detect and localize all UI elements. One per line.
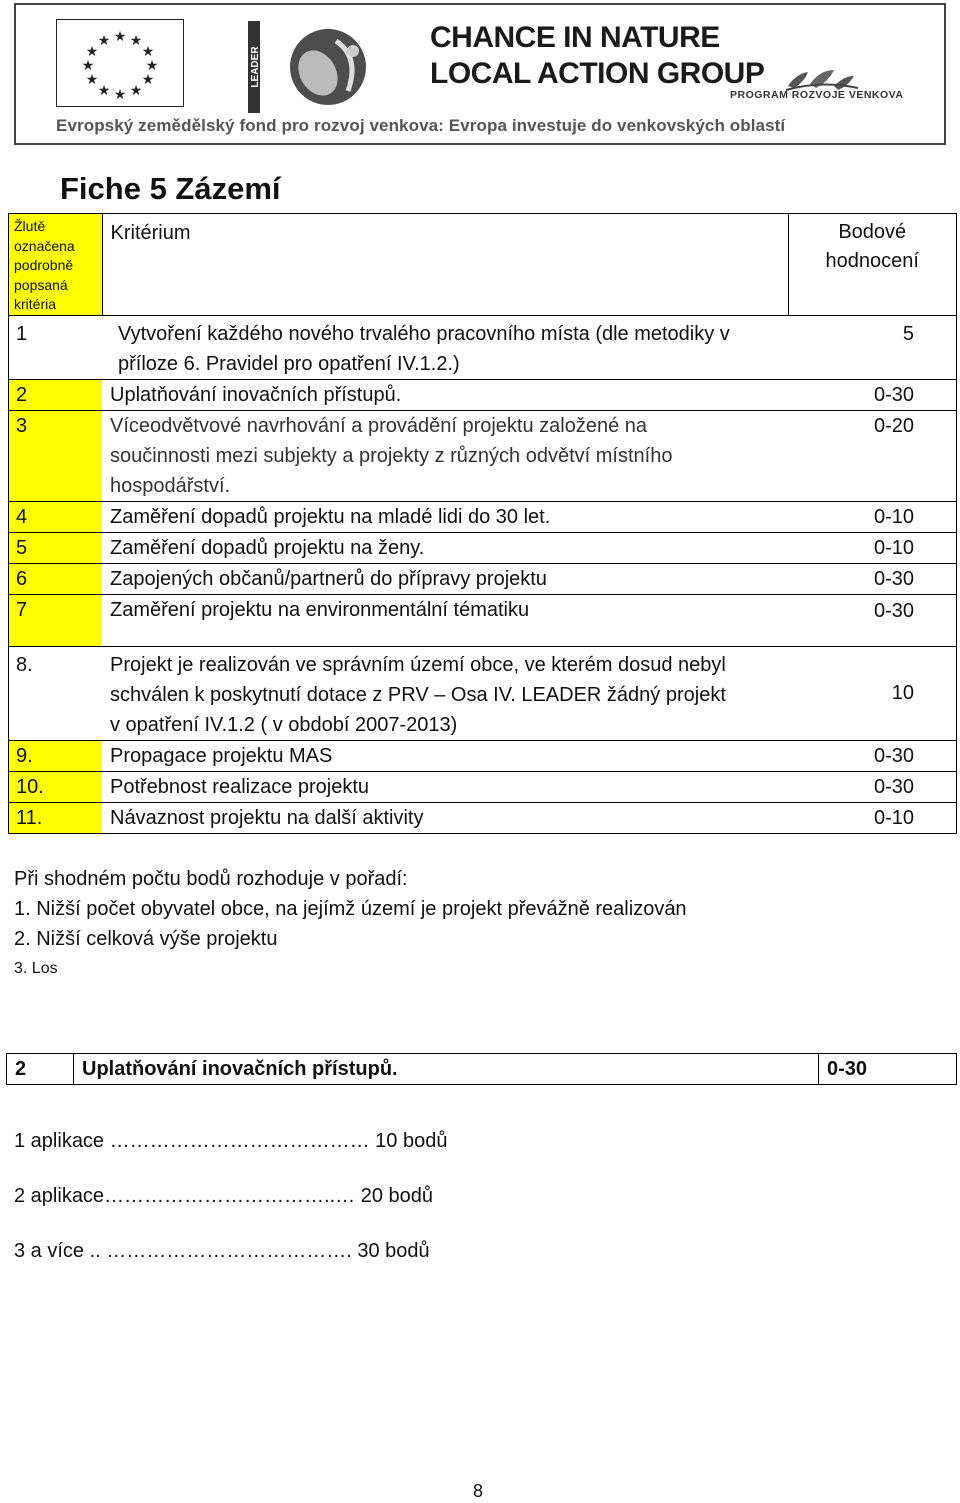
header-banner (14, 3, 946, 145)
row-description (102, 771, 788, 802)
table-row (9, 563, 957, 594)
row-number: 1 (9, 315, 103, 379)
criteria-table (8, 213, 957, 834)
row-points: 0-20 (788, 410, 957, 501)
column-header-points (788, 214, 957, 316)
row-text-line: Zaměření dopadů projektu na mladé lidi do 30 let. (110, 505, 551, 528)
tie-break-item: 3. Los (14, 960, 58, 977)
row-text-line: příloze 6. Pravidel pro opatření IV.1.2.) (118, 352, 460, 375)
table-header-row (9, 214, 957, 316)
tie-break-section (14, 864, 687, 984)
row-points: 0-30 (788, 771, 957, 802)
fund-slogan: Evropský zemědělský fond pro rozvoj venkova: Evropa investuje do venkovských oblastí (56, 116, 786, 135)
row-number: 2 (9, 379, 103, 410)
row-number: 7 (9, 594, 103, 646)
row-text-line: Vytvoření každého nového trvalého pracovního místa (dle metodiky v (118, 322, 730, 345)
table-row (9, 646, 957, 740)
svg-text:★: ★ (85, 44, 99, 60)
row-points: 10 (788, 646, 957, 740)
table-row (9, 532, 957, 563)
detail-number: 2 (7, 1054, 74, 1085)
row-text-line: Potřebnost realizace projektu (110, 775, 370, 798)
row-number: 5 (9, 532, 103, 563)
svg-text:★: ★ (81, 58, 95, 74)
legend-line: popsaná (14, 276, 68, 293)
table-row (9, 410, 957, 501)
svg-text:★: ★ (85, 72, 99, 88)
tie-break-item: 2. Nižší celková výše projektu (14, 928, 278, 950)
row-text-line: součinnosti mezi subjekty a projekty z různých odvětví místního (110, 444, 673, 467)
leader-logo (248, 21, 408, 113)
row-text-line: hospodářství. (110, 474, 231, 497)
row-number: 3 (9, 410, 103, 501)
page-title: Fiche 5 Zázemí (60, 171, 281, 206)
legend-line: označena (14, 237, 75, 254)
prv-logo-text: PROGRAM ROZVOJE VENKOVA (730, 89, 904, 101)
svg-text:★: ★ (113, 29, 127, 45)
row-number: 8. (9, 646, 103, 740)
row-description (102, 594, 788, 646)
svg-text:★: ★ (141, 44, 155, 60)
row-number: 10. (9, 771, 103, 802)
row-text-line: Návaznost projektu na další aktivity (110, 806, 424, 829)
row-text-line: Propagace projektu MAS (110, 744, 333, 767)
scale-line: 3 a více .. ………………………………. 30 bodů (14, 1240, 430, 1262)
svg-text:★: ★ (97, 83, 111, 99)
table-row (9, 315, 957, 379)
row-points: 5 (788, 315, 957, 379)
row-description (102, 646, 788, 740)
row-text-line: Víceodvětvové navrhování a provádění projektu založené na (110, 414, 648, 437)
column-header-points-line1: Bodové (838, 221, 907, 243)
row-description (102, 802, 788, 833)
row-points: 0-30 (788, 379, 957, 410)
table-row (9, 379, 957, 410)
legend-note (9, 214, 103, 316)
table-row (9, 501, 957, 532)
row-points: 0-30 (788, 563, 957, 594)
scale-line: 2 aplikace……………………………..… 20 bodů (14, 1185, 434, 1207)
svg-text:★: ★ (141, 72, 155, 88)
row-text-line: Uplatňování inovačních přístupů. (110, 383, 402, 406)
row-description (102, 532, 788, 563)
table-row (9, 802, 957, 833)
leader-logo-text: LEADER (250, 46, 261, 88)
row-description (102, 379, 788, 410)
row-text-line: Zapojených občanů/partnerů do přípravy projektu (110, 567, 547, 590)
detail-table (6, 1053, 957, 1085)
svg-text:★: ★ (129, 83, 143, 99)
row-description (102, 410, 788, 501)
legend-line: podrobně (14, 257, 74, 273)
row-points: 0-10 (788, 501, 957, 532)
svg-text:★: ★ (113, 87, 127, 103)
column-header-criterion: Kritérium (102, 214, 788, 316)
tie-break-heading: Při shodném počtu bodů rozhoduje v pořadí: (14, 868, 408, 890)
program-title-line1: CHANCE IN NATURE (430, 21, 720, 54)
row-description (102, 315, 788, 379)
svg-text:★: ★ (145, 58, 159, 74)
detail-row (7, 1054, 957, 1085)
svg-text:★: ★ (129, 33, 143, 49)
row-description (102, 563, 788, 594)
row-points: 0-30 (788, 740, 957, 771)
table-row (9, 594, 957, 646)
row-text-line: schválen k poskytnutí dotace z PRV – Osa IV. LEADER žádný projekt (110, 683, 726, 706)
row-points: 0-10 (788, 802, 957, 833)
tie-break-item: 1. Nižší počet obyvatel obce, na jejímž území je projekt převážně realizován (14, 898, 687, 920)
eu-flag-icon (56, 19, 184, 107)
row-description (102, 740, 788, 771)
row-text-line: Projekt je realizován ve správním území obce, ve kterém dosud nebyl (110, 653, 726, 676)
row-text-line: Zaměření dopadů projektu na ženy. (110, 536, 425, 559)
row-number: 6 (9, 563, 103, 594)
scale-line: 1 aplikace ………………………………… 10 bodů (14, 1130, 448, 1152)
program-title-line2: LOCAL ACTION GROUP (430, 57, 765, 90)
legend-line: kritéria (14, 296, 57, 312)
page-number: 8 (473, 1481, 484, 1501)
svg-text:★: ★ (97, 33, 111, 49)
row-number: 11. (9, 802, 103, 833)
table-row (9, 771, 957, 802)
row-description (102, 501, 788, 532)
row-number: 9. (9, 740, 103, 771)
row-points: 0-30 (788, 594, 957, 646)
detail-title: Uplatňování inovačních přístupů. (74, 1054, 819, 1085)
legend-line: Žlutě (14, 218, 46, 234)
row-text-line: Zaměření projektu na environmentální tématiku (110, 598, 530, 621)
row-text-line: v opatření IV.1.2 ( v období 2007-2013) (110, 713, 458, 736)
detail-points: 0-30 (819, 1054, 957, 1085)
column-header-points-line2: hodnocení (825, 250, 919, 272)
table-row (9, 740, 957, 771)
row-points: 0-10 (788, 532, 957, 563)
row-number: 4 (9, 501, 103, 532)
